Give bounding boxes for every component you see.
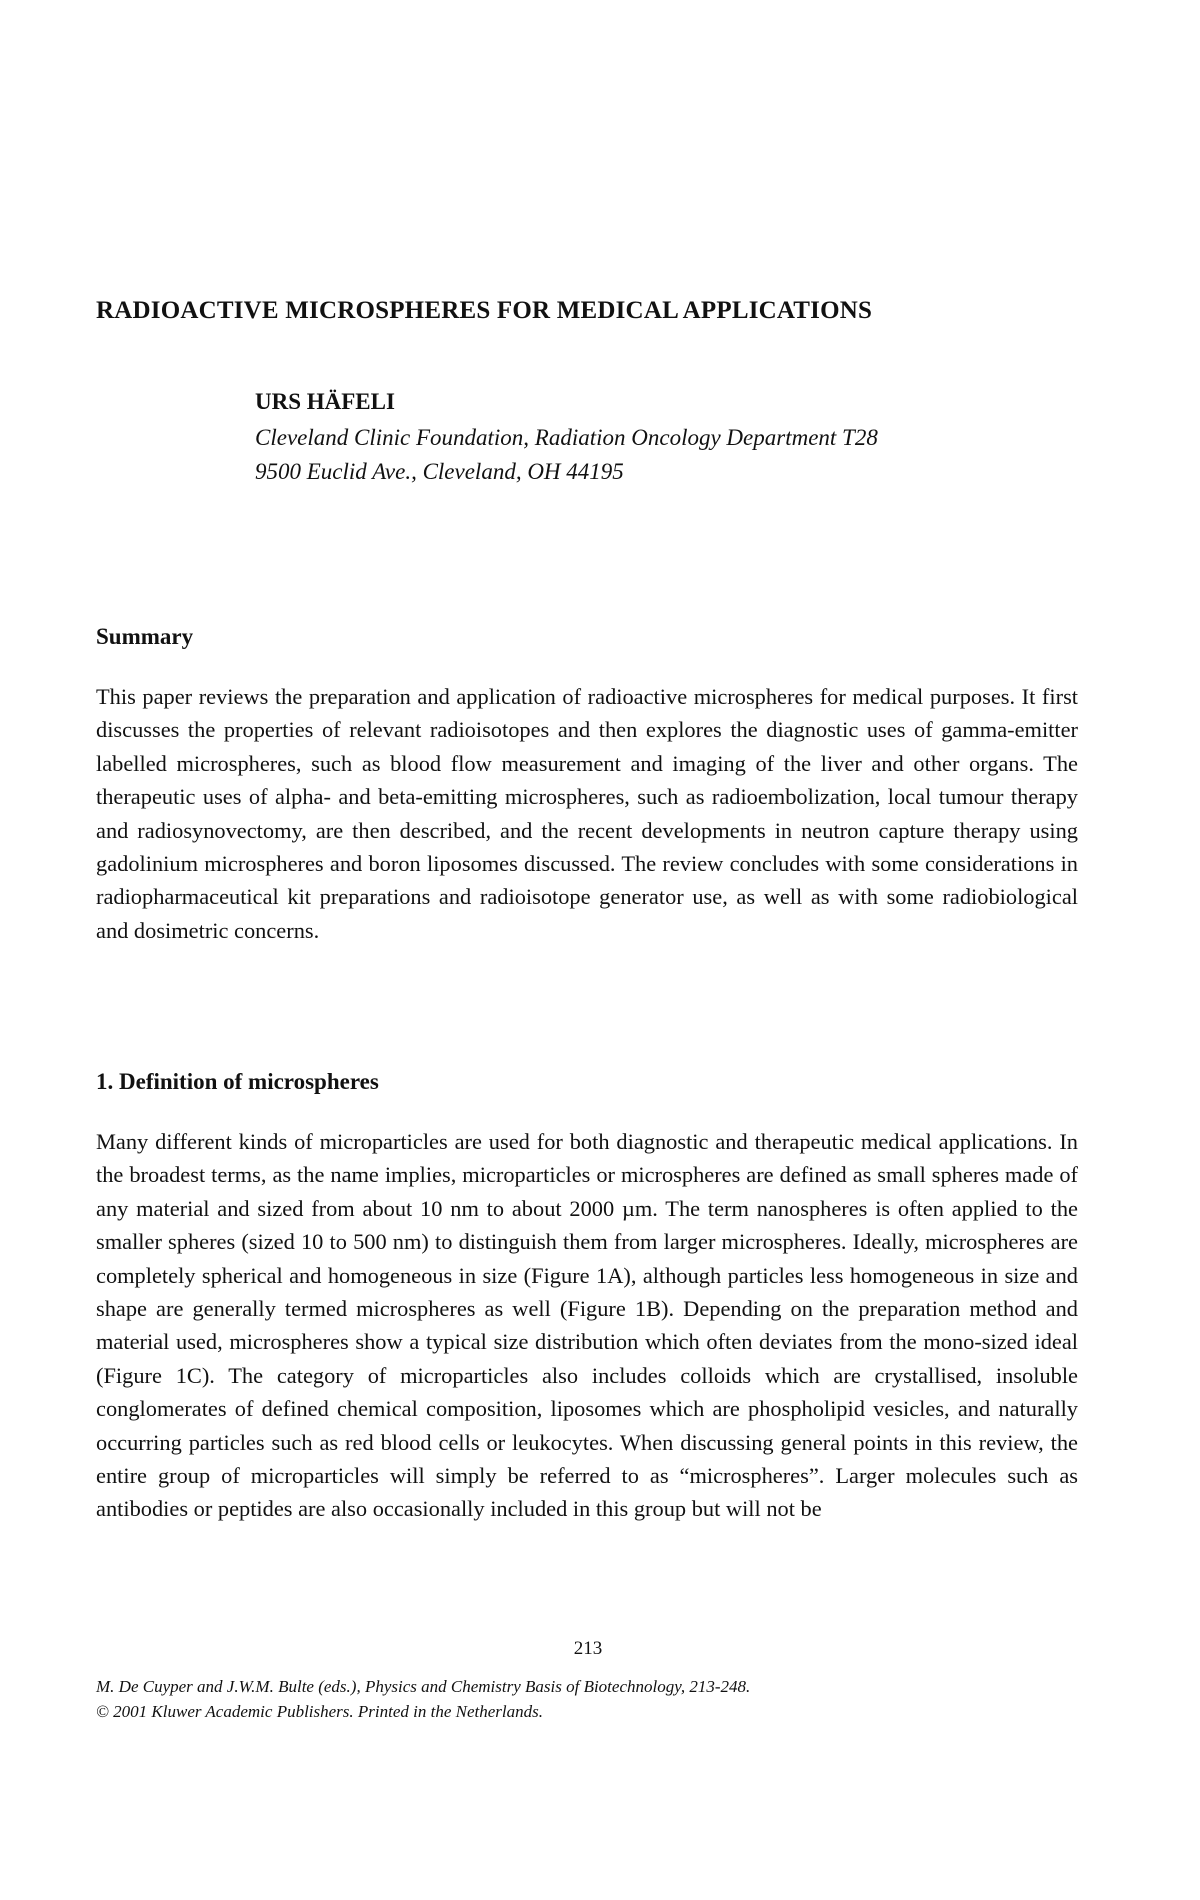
- paper-title: RADIOACTIVE MICROSPHERES FOR MEDICAL APPLICATIONS: [96, 297, 873, 324]
- affiliation-line-2: 9500 Euclid Ave., Cleveland, OH 44195: [255, 459, 624, 484]
- affiliation-line-1: Cleveland Clinic Foundation, Radiation Oncology Department T28: [255, 425, 878, 450]
- section-1-paragraph: Many different kinds of microparticles are used for both diagnostic and therapeutic medical applications. In the broadest terms, as the name implies, microparticles or microspheres are defined as small spheres made of any material and sized from about 10 nm to about 2000 µm. The term nanospheres is often applied to the smaller spheres (sized 10 to 500 nm) to distinguish them from larger microspheres. Ideally, microspheres are completely spherical and homogeneous in size (Figure 1A), although particles less homogeneous in size and shape are generally termed microspheres as well (Figure 1B). Depending on the preparation method and material used, microspheres show a typical size distribution which often deviates from the mono-sized ideal (Figure 1C). The category of microparticles also includes colloids which are crystallised, insoluble conglomerates of defined chemical composition, liposomes which are phospholipid vesicles, and naturally occurring particles such as red blood cells or leukocytes. When discussing general points in this review, the entire group of microparticles will simply be referred to as “microspheres”. Larger molecules such as antibodies or peptides are also occasionally included in this group but will not be: [96, 1129, 1078, 1522]
- paper-page: [96, 0, 1080, 1900]
- summary-heading: Summary: [96, 624, 194, 649]
- footer-citation-line: M. De Cuyper and J.W.M. Bulte (eds.), Physics and Chemistry Basis of Biotechnology, 213-248.: [96, 1677, 751, 1696]
- summary-paragraph: This paper reviews the preparation and application of radioactive microspheres for medical purposes. It first discusses the properties of relevant radioisotopes and then explores the diagnostic uses of gamma-emitter labelled microspheres, such as blood flow measurement and imaging of the liver and other organs. The therapeutic uses of alpha- and beta-emitting microspheres, such as radioembolization, local tumour therapy and radiosynovectomy, are then described, and the recent developments in neutron capture therapy using gadolinium microspheres and boron liposomes discussed. The review concludes with some considerations in radiopharmaceutical kit preparations and radioisotope generator use, as well as with some radiobiological and dosimetric concerns.: [96, 684, 1078, 943]
- author-block: [255, 385, 1075, 489]
- section-1-heading: 1. Definition of microspheres: [96, 1069, 379, 1094]
- page-number: 213: [573, 1638, 603, 1659]
- author-name: URS HÄFELI: [255, 389, 395, 414]
- footer-copyright-line: © 2001 Kluwer Academic Publishers. Printed in the Netherlands.: [96, 1702, 544, 1721]
- citation-footer: [96, 1674, 1080, 1724]
